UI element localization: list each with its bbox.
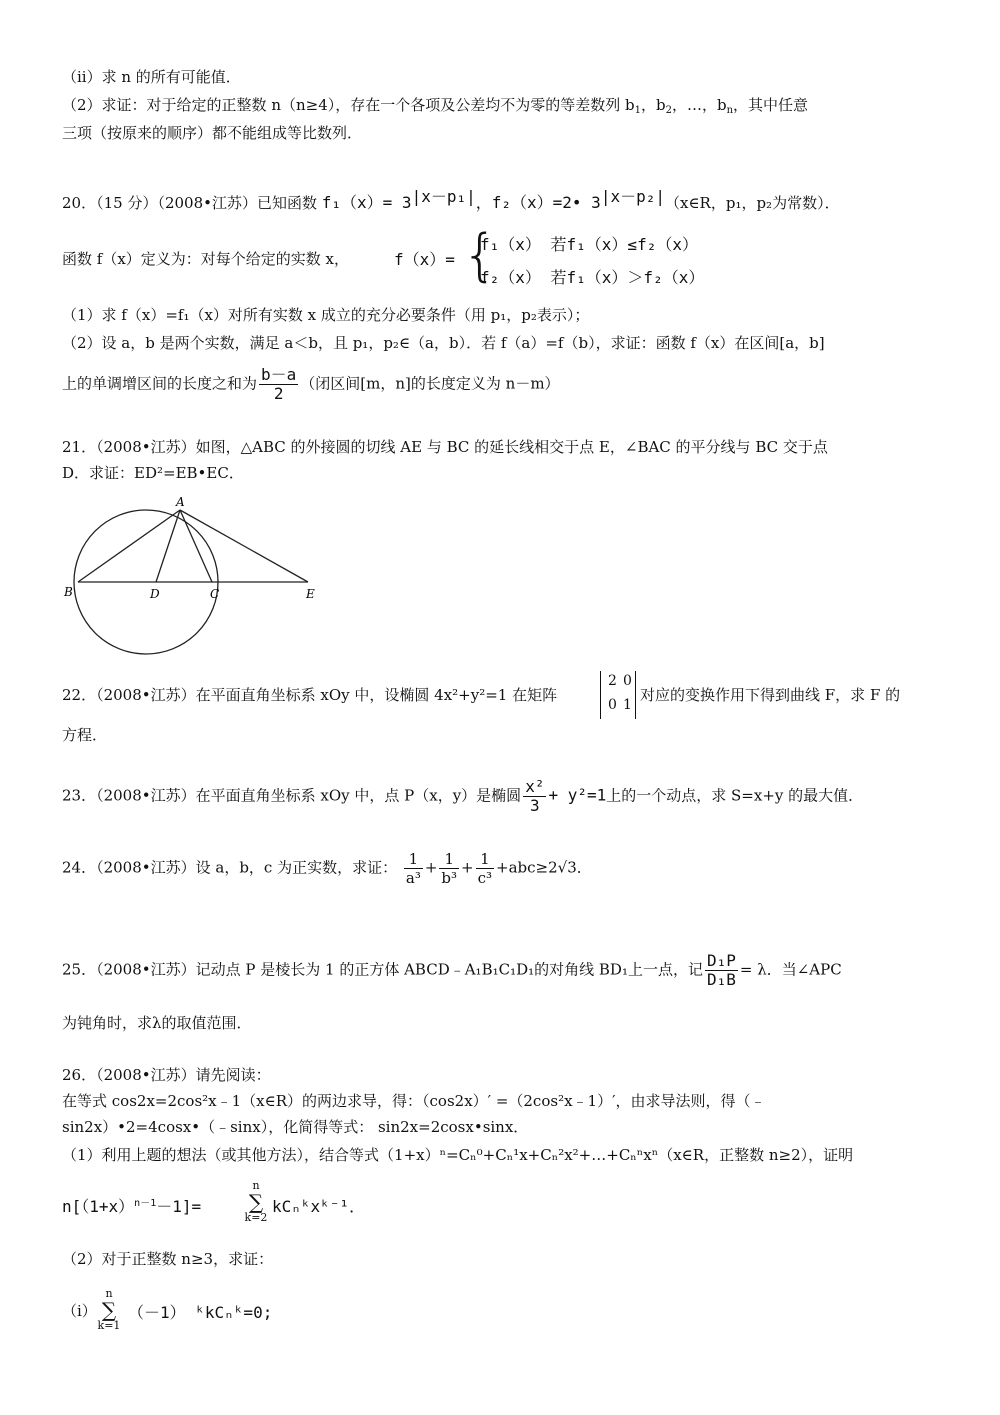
sigma-icon-2: n ∑ k=1 [97, 1287, 121, 1332]
p23-line: 23．（2008•江苏）在平面直角坐标系 xOy 中，点 P（x，y）是椭圆 $\frac{\text{x²}}{3}$ + y²=1上的一个动点，求 S=x+y 的最大值． [62, 777, 864, 815]
p22-pre: 22．（2008•江苏）在平面直角坐标系 xOy 中，设椭圆 4x²+y²=1 在矩阵 [62, 686, 558, 704]
p21-line2: D．求证：ED²=EB•EC． [62, 464, 244, 482]
geometry-figure [58, 494, 328, 664]
p20-q1: （1）求 f（x）=f₁（x）对所有实数 x 成立的充分必要条件（用 p₁，p₂表示）； [62, 306, 590, 324]
p20-fx: f（x）= [394, 250, 455, 269]
p19-part2: （2）求证：对于给定的正整数 n（n≥4），存在一个各项及公差均不为零的等差数列 $b_1$，$b_2$，…，$b_n$，其中任意 [62, 96, 809, 116]
line-ac [180, 510, 212, 582]
p26-eq1-right: kCₙᵏxᵏ⁻¹． [272, 1197, 366, 1216]
p20-case1: f₁（x） 若f₁（x）≤f₂（x） [480, 235, 698, 254]
label-e: E [306, 587, 315, 601]
p26-l2: sin2x）•2=4cosx•（﹣sinx），化简得等式： sin2x=2cosx•sinx． [62, 1118, 529, 1136]
p21-line1: 21．（2008•江苏）如图，△ABC 的外接圆的切线 AE 与 BC 的延长线相交于点 E，∠BAC 的平分线与 BC 交于点 [62, 438, 828, 456]
p20-q2-cont: 上的单调增区间的长度之和为 $\frac{b-a}{2}$ （闭区间[m，n]的长度定义为 n－m） [62, 365, 560, 403]
p22-line2: 方程． [62, 726, 108, 744]
brace-icon: { [462, 223, 498, 288]
p20-def: 函数 f（x）定义为：对每个给定的实数 x， [62, 250, 350, 268]
p26-i-label: （i） [62, 1302, 97, 1320]
p22-post: 对应的变换作用下得到曲线 F，求 F 的 [640, 686, 901, 704]
p20-case2: f₂（x） 若f₁（x）＞f₂（x） [480, 268, 705, 287]
m12: 0 [623, 673, 632, 689]
label-a: A [176, 495, 185, 509]
m22: 1 [623, 697, 632, 713]
matrix [600, 671, 636, 719]
p26-l3: （1）利用上题的想法（或其他方法），结合等式（1+x）ⁿ=Cₙ⁰+Cₙ¹x+Cₙ²x²+…+Cₙⁿxⁿ（x∈R，正整数 n≥2），证明 [62, 1146, 854, 1164]
line-ae [180, 510, 308, 582]
p19-ii: （ii）求 n 的所有可能值． [62, 68, 241, 86]
label-b: B [64, 585, 73, 599]
line-ad [156, 510, 180, 582]
p26-head: 26．（2008•江苏）请先阅读： [62, 1066, 271, 1084]
m11: 2 [608, 673, 617, 689]
p19-part2-cont: 三项（按原来的顺序）都不能组成等比数列． [62, 124, 363, 142]
p24-line: 24．（2008•江苏）设 a，b，c 为正实数，求证： $\frac{1}{\text{a³}}$ + $\frac{1}{\text{b³}}$ + $\frac{1}{\text{c³}}$ +abc≥2√3． [62, 850, 592, 887]
p26-l4: （2）对于正整数 n≥3，求证： [62, 1250, 274, 1268]
p20-head: 20．（15 分）（2008•江苏）已知函数 $f_1(x)= 3^{|x-p_1|}$，f₂（x）=2• $3^{|x-p_2|}(x\in R$，p₁，p₂为常数）． [62, 187, 840, 212]
p20-q2: （2）设 a，b 是两个实数，满足 a＜b，且 p₁，p₂∈（a，b）．若 f（a）=f（b），求证：函数 f（x）在区间[a，b] [62, 334, 825, 352]
sigma-icon-1: n ∑ k=2 [244, 1179, 268, 1224]
p26-eq1-left: $n[(1+x)^{n-1}-1]=$ [62, 1197, 202, 1216]
m21: 0 [608, 697, 617, 713]
label-d: D [150, 587, 160, 601]
label-c: C [210, 587, 220, 601]
p25-line2: 为钝角时，求λ的取值范围． [62, 1014, 252, 1032]
line-ab [78, 510, 180, 582]
p26-eq2-body: （－1） ᵏkCₙᵏ=0; [128, 1303, 273, 1322]
p26-l1: 在等式 cos2x=2cos²x﹣1（x∈R）的两边求导，得：（cos2x）′ =（2cos²x﹣1）′，由求导法则，得（﹣ [62, 1092, 766, 1110]
p25-line: 25．（2008•江苏）记动点 P 是棱长为 1 的正方体 ABCD﹣A₁B₁C₁D₁的对角线 BD₁上一点，记 $\frac{\text{D₁P}}{\text{D₁B}}$ = λ．当∠APC [62, 951, 842, 989]
